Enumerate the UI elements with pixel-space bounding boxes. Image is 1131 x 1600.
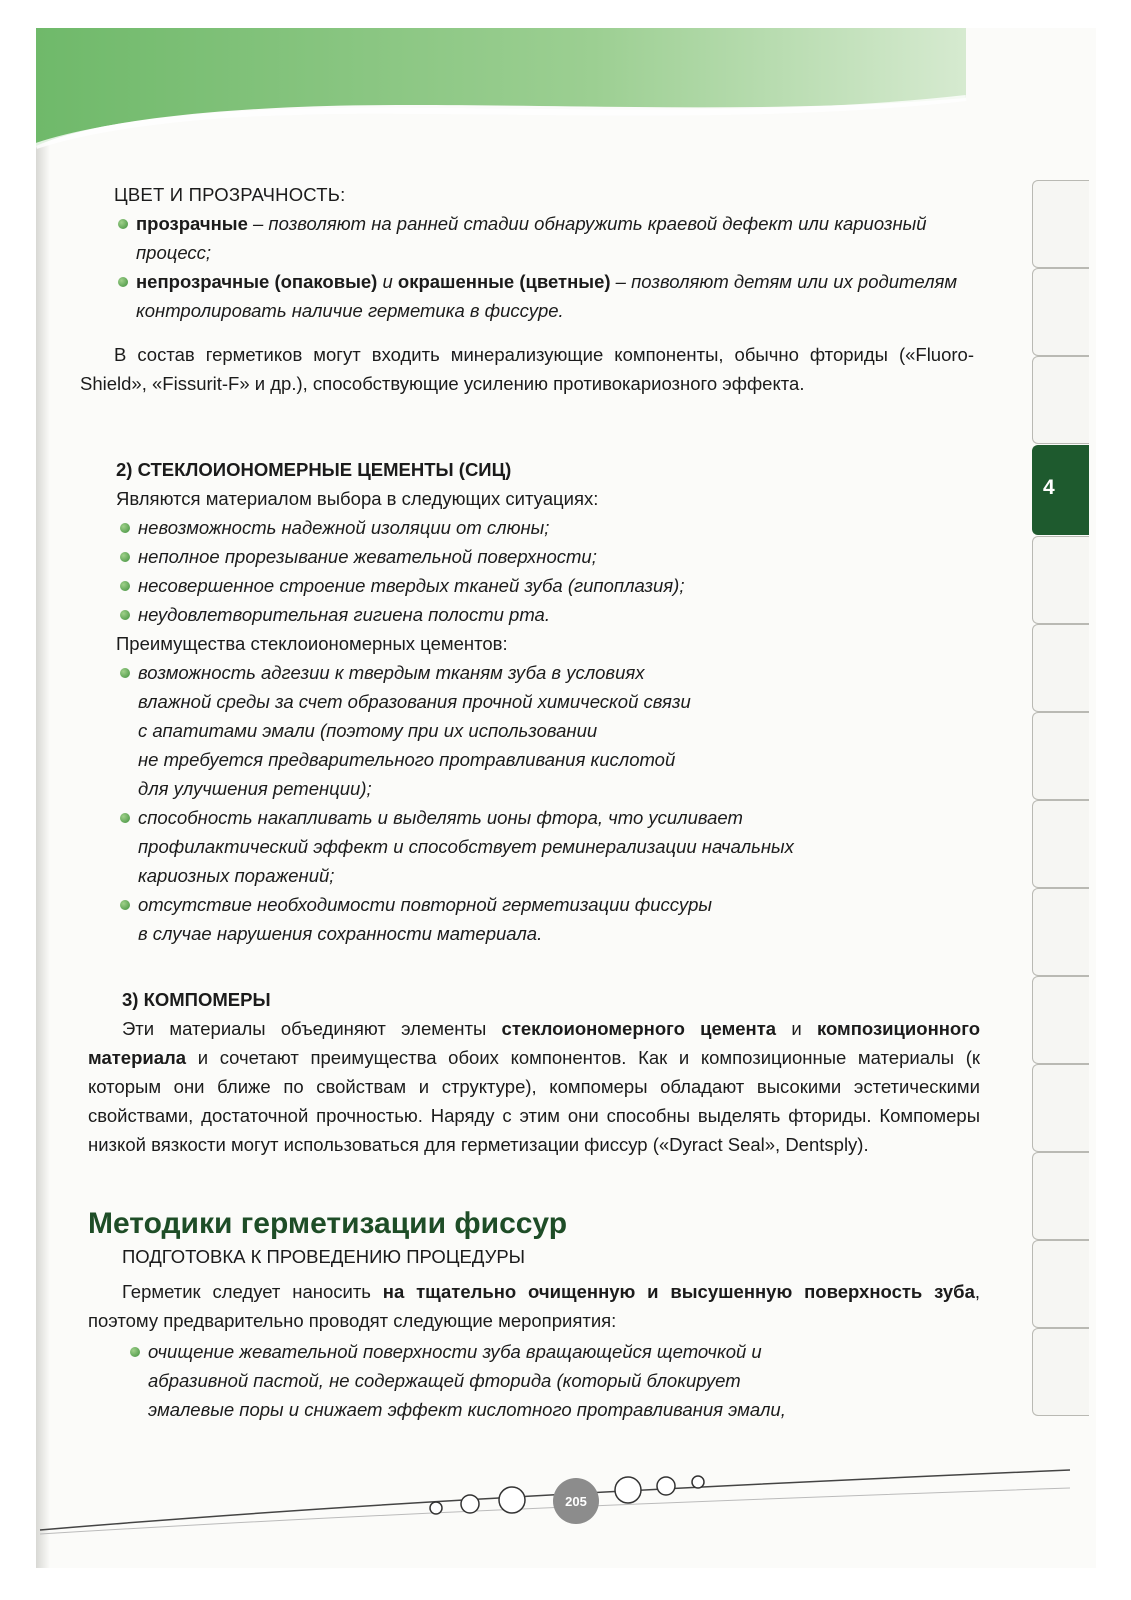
chapter-tab[interactable] xyxy=(1032,268,1089,356)
fluoride-paragraph: В состав герметиков могут входить минерализующие компоненты, обычно фториды («Fluoro-Shield», «Fissurit-F» и др.), способствующие усилению противокариозного эффекта. xyxy=(80,344,974,394)
term: окрашенные (цветные) xyxy=(397,271,611,292)
list-item xyxy=(116,600,976,629)
list-item-text: не требуется предварительного протравливания кислотой xyxy=(138,749,676,770)
chapter-tab[interactable] xyxy=(1032,356,1089,444)
chapter-number: 4 xyxy=(1043,476,1055,499)
advantages-title: Преимущества стеклоиономерных цементов: xyxy=(116,633,508,654)
bullet-icon xyxy=(118,219,128,229)
list-item xyxy=(116,513,976,542)
chapter-tab[interactable] xyxy=(1032,536,1089,624)
list-item-text: эмалевые поры и снижает эффект кислотного протравливания эмали, xyxy=(148,1399,786,1420)
section-subtitle: ПОДГОТОВКА К ПРОВЕДЕНИЮ ПРОЦЕДУРЫ xyxy=(122,1246,526,1267)
chapter-tab[interactable] xyxy=(1032,624,1089,712)
section-title: Методики герметизации фиссур xyxy=(88,1207,568,1240)
chapter-tab[interactable] xyxy=(1032,976,1089,1064)
chapter-tab[interactable] xyxy=(1032,1328,1089,1416)
list-item-text: несовершенное строение твердых тканей зуба (гипоплазия); xyxy=(138,575,685,596)
chapter-tab[interactable] xyxy=(1032,712,1089,800)
text-run: Эти материалы объединяют элементы xyxy=(122,1018,502,1039)
list-item xyxy=(126,1337,986,1424)
methods-section xyxy=(88,1206,988,1271)
connector: и xyxy=(377,271,398,292)
text-run: и xyxy=(776,1018,817,1039)
chapter-tab[interactable] xyxy=(1032,1152,1089,1240)
color-transparency-section xyxy=(114,180,974,325)
text-run-bold: стеклоиономерного цемента xyxy=(501,1018,777,1039)
list-item-text: кариозных поражений; xyxy=(138,865,335,886)
compomer-heading xyxy=(122,985,982,1014)
list-item-text: очищение жевательной поверхности зуба вращающейся щеточкой и xyxy=(148,1341,762,1362)
list-item xyxy=(114,267,974,325)
bullet-icon xyxy=(120,668,130,678)
chapter-tab[interactable] xyxy=(1032,888,1089,976)
list-item xyxy=(116,658,976,803)
chapter-tab[interactable] xyxy=(1032,180,1089,268)
list-item-text: для улучшения ретенции); xyxy=(138,778,372,799)
text-run: и сочетают преимущества обоих компонентов. Как и композиционные материалы (к которым они ближе по свойствам и структуре), компомеры обладают высокими эстетическими свойствами, достаточной прочностью. Наряду с этим они способны выделять фториды. Компомеры низкой вязкости могут использоваться для герметизации фиссур («Dyract Seal», Dentsply). xyxy=(88,1047,980,1155)
section-heading: 3) КОМПОМЕРЫ xyxy=(122,989,271,1010)
methods-paragraph xyxy=(88,1277,980,1335)
bullet-icon xyxy=(130,1347,140,1357)
list-item xyxy=(116,542,976,571)
list-item-text: абразивной пастой, не содержащей фторида (который блокирует xyxy=(148,1370,741,1391)
bullet-icon xyxy=(120,610,130,620)
text-run-bold: композиционного материала xyxy=(88,1018,980,1068)
list-item-text: возможность адгезии к твердым тканям зуба в условиях xyxy=(138,662,645,683)
list-item xyxy=(116,890,976,948)
section-intro: Являются материалом выбора в следующих ситуациях: xyxy=(116,488,599,509)
text-run: Герметик следует наносить xyxy=(122,1281,383,1302)
bullet-icon xyxy=(120,900,130,910)
list-item-text: влажной среды за счет образования прочной химической связи xyxy=(138,691,691,712)
chapter-tabs xyxy=(1032,155,1092,1505)
definition: – позволяют детям или их родителям контролировать наличие герметика в фиссуре. xyxy=(136,271,958,321)
list-item xyxy=(116,803,976,890)
text-run: , поэтому предварительно проводят следующие мероприятия: xyxy=(88,1281,980,1331)
page-edge-shadow xyxy=(36,28,50,1568)
list-item-text: неудовлетворительная гигиена полости рта. xyxy=(138,604,550,625)
page-number: 205 xyxy=(553,1478,599,1524)
bullet-icon xyxy=(120,581,130,591)
gic-section xyxy=(116,455,976,948)
bullet-icon xyxy=(120,813,130,823)
list-item xyxy=(114,209,974,267)
bullet-icon xyxy=(120,552,130,562)
chapter-tab[interactable] xyxy=(1032,1064,1089,1152)
list-item-text: способность накапливать и выделять ионы фтора, что усиливает xyxy=(138,807,743,828)
methods-bullets xyxy=(126,1337,986,1424)
list-item-text: в случае нарушения сохранности материала. xyxy=(138,923,543,944)
list-item-text: профилактический эффект и способствует реминерализации начальных xyxy=(138,836,794,857)
compomer-paragraph xyxy=(88,1014,980,1159)
list-item xyxy=(116,571,976,600)
list-item-text: неполное прорезывание жевательной поверхности; xyxy=(138,546,597,567)
list-item-text: с апатитами эмали (поэтому при их использовании xyxy=(138,720,598,741)
chapter-tab-active[interactable] xyxy=(1032,445,1089,535)
section-heading: 2) СТЕКЛОИОНОМЕРНЫЕ ЦЕМЕНТЫ (СИЦ) xyxy=(116,459,512,480)
list-item-text: невозможность надежной изоляции от слюны; xyxy=(138,517,550,538)
bullet-icon xyxy=(118,277,128,287)
section-heading: ЦВЕТ И ПРОЗРАЧНОСТЬ: xyxy=(114,184,346,205)
chapter-tab[interactable] xyxy=(1032,1240,1089,1328)
term: прозрачные xyxy=(136,213,248,234)
header-green-wave xyxy=(36,28,1096,178)
definition: – позволяют на ранней стадии обнаружить краевой дефект или кариозный процесс; xyxy=(136,213,927,263)
chapter-tab[interactable] xyxy=(1032,800,1089,888)
text-run-bold: на тщательно очищенную и высушенную поверхность зуба xyxy=(382,1281,975,1302)
term: непрозрачные (опаковые) xyxy=(136,271,378,292)
bullet-icon xyxy=(120,523,130,533)
list-item-text: отсутствие необходимости повторной герметизации фиссуры xyxy=(138,894,712,915)
